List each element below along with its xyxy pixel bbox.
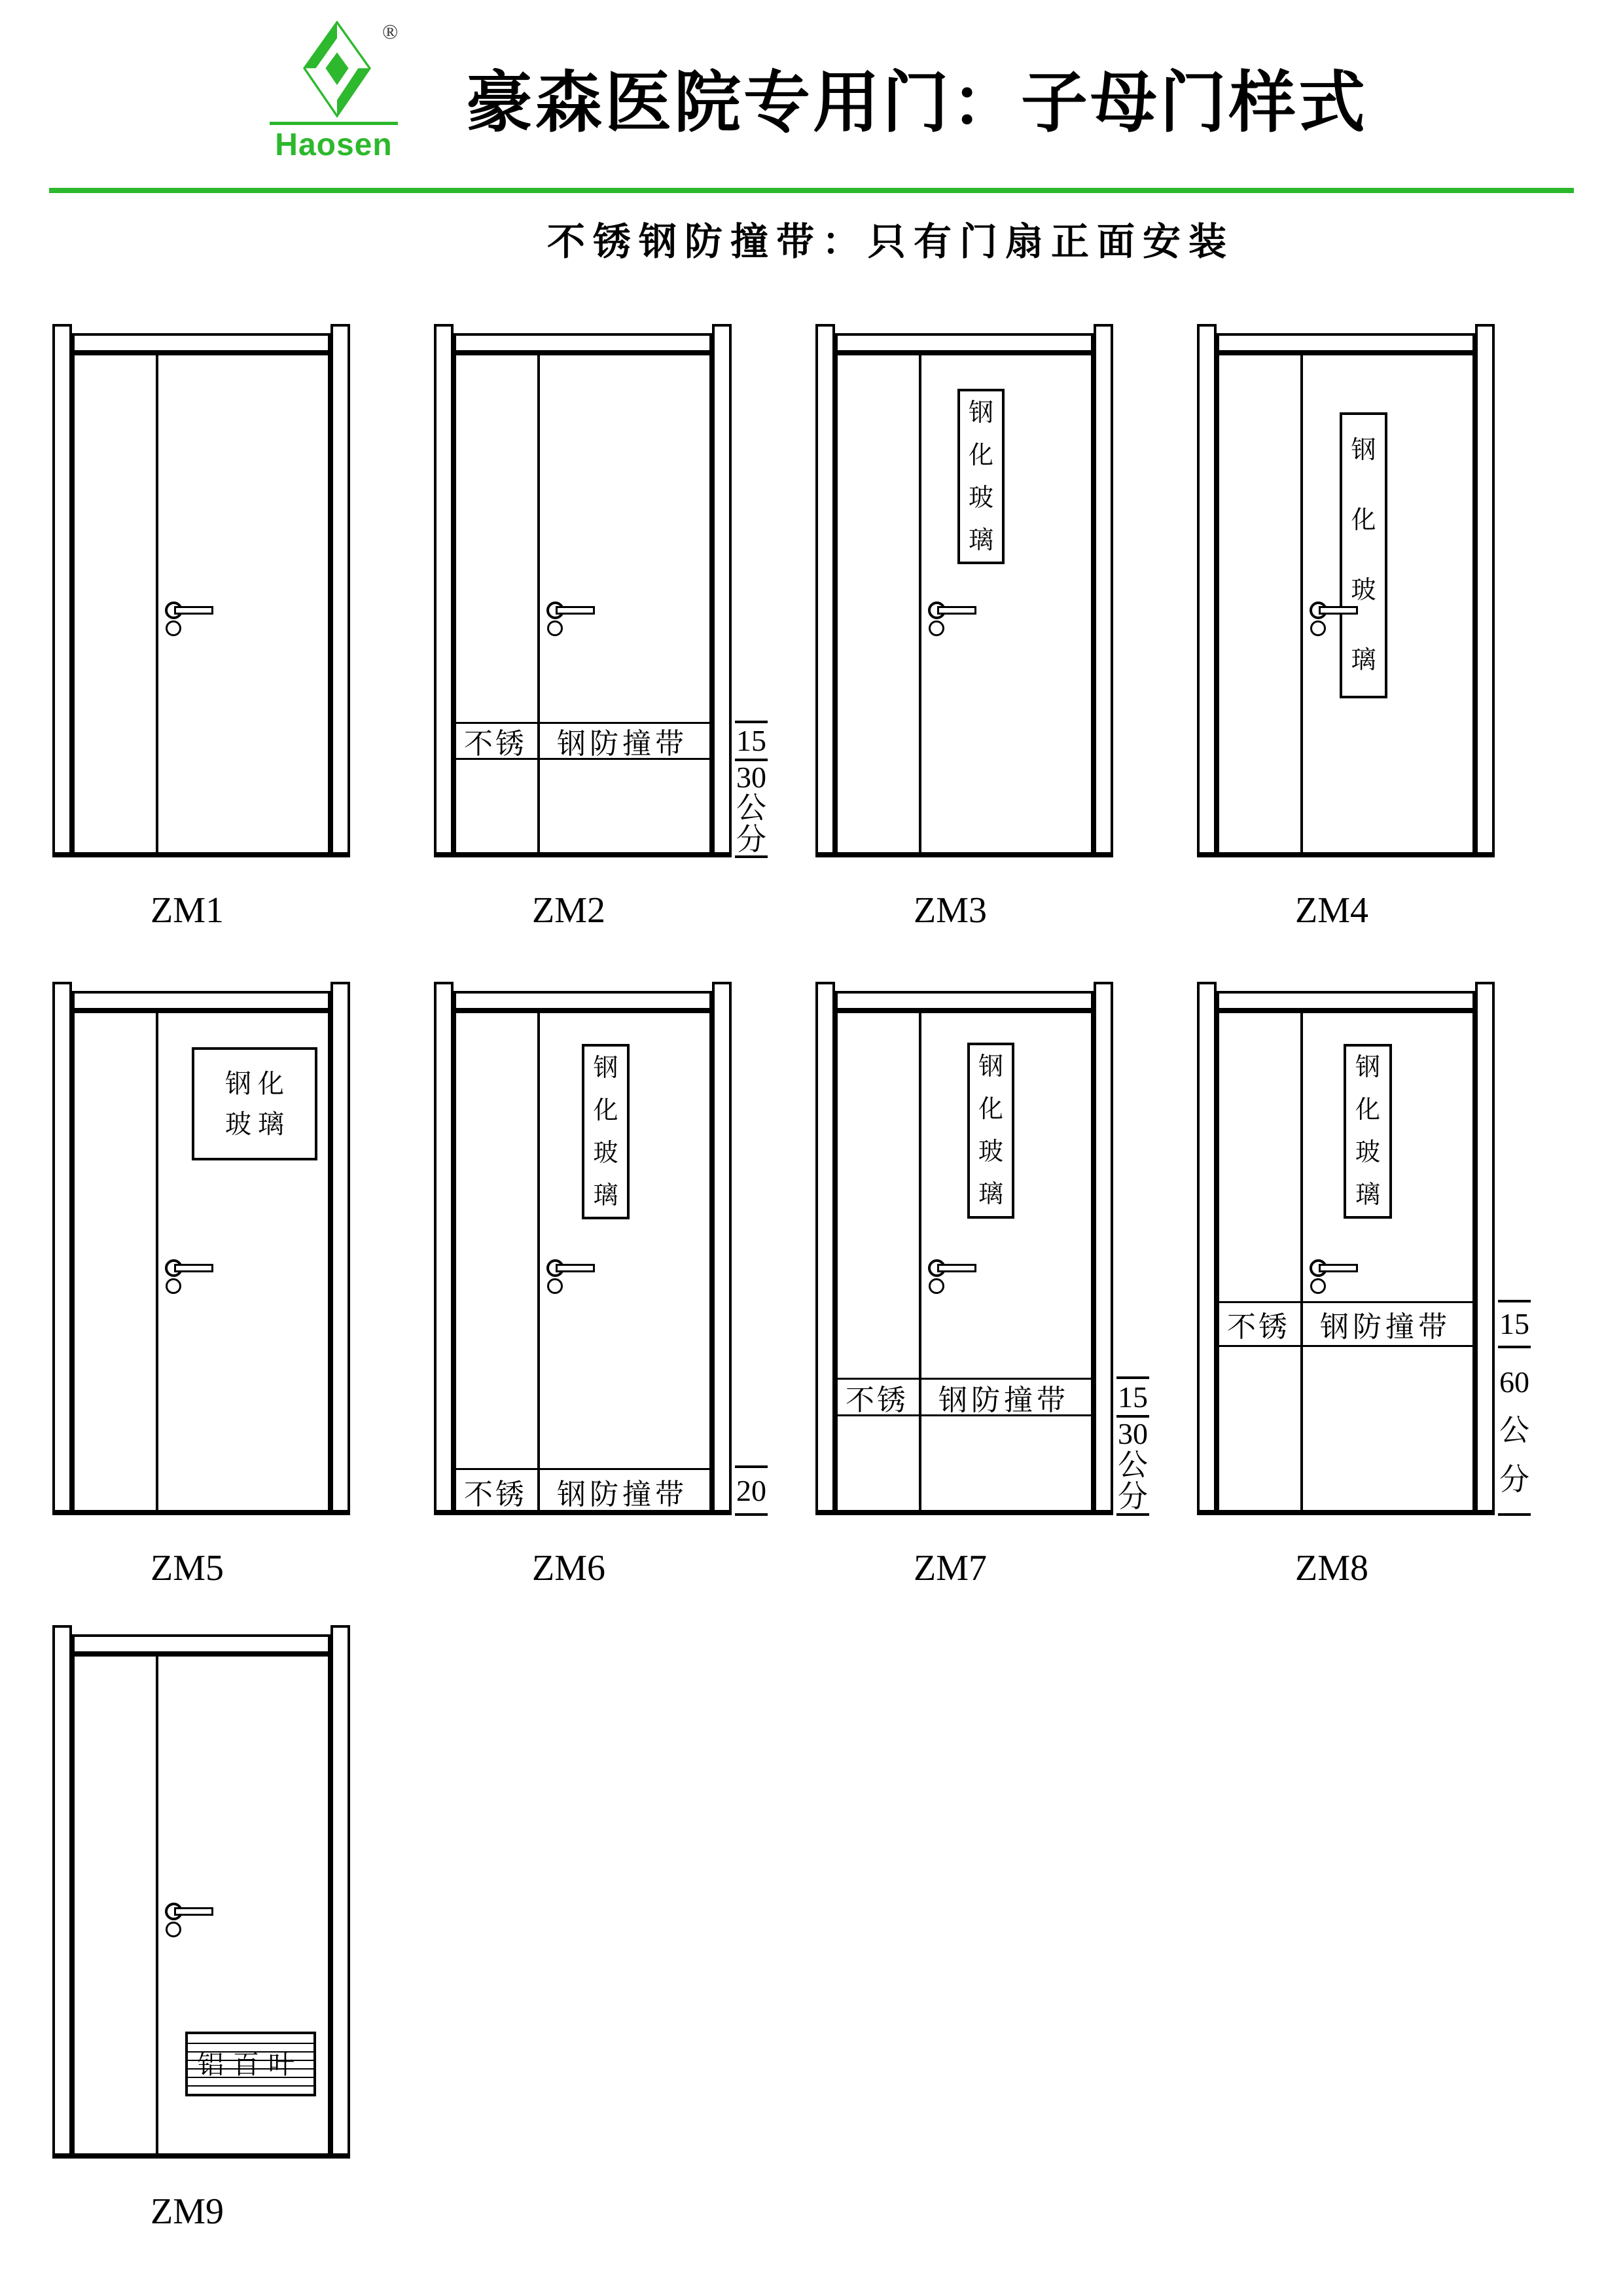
door-lintel [72,1634,330,1654]
door-left-post [52,324,72,857]
door-handle-lever [556,1264,595,1272]
door-diagram-zm4 [1197,324,1495,931]
dimension-text: 15 [1499,1307,1529,1340]
door-lintel [454,333,712,353]
anti-collision-strip [1217,1301,1475,1347]
louver-label: 铝百叶 [198,2049,304,2079]
dimension-text: 公 [1499,1414,1529,1447]
door-left-post [52,982,72,1515]
dimension-label [1114,1379,1152,1415]
door-lintel [1217,991,1475,1011]
dimension-text: 60 [1499,1365,1529,1399]
glass-label-char: 玻 [1351,577,1376,605]
door-diagram-zm5 [52,982,350,1588]
door-handle-lever [174,1264,213,1272]
door-caption: ZM2 [532,890,605,931]
door-diagram-zm7 [815,982,1148,1588]
door-right-post [330,324,350,857]
door-lintel [454,991,712,1011]
dimension-label [1114,1418,1152,1513]
door-bottom-edge [815,1510,1113,1515]
door-right-post [330,1625,350,2158]
tempered-glass-panel [1340,412,1387,698]
door-leaf-divider [156,353,158,857]
door-bottom-edge [1197,852,1495,857]
door-left-post [815,982,835,1515]
door-leaf-divider [1300,1011,1303,1515]
dimension-text: 30 [736,760,766,794]
glass-label-line: 玻璃 [225,1109,291,1139]
dimension-tick [1498,1513,1531,1516]
door-bottom-edge [52,1510,350,1515]
door-leaf-divider [919,1011,921,1515]
strip-label-left: 不锈 [846,1384,908,1416]
door-handle-lever [1319,1264,1358,1272]
strip-label-right: 钢防撞带 [557,728,688,760]
glass-label-char: 玻 [978,1138,1003,1166]
anti-collision-strip [835,1378,1094,1416]
door-lock-cylinder [1310,620,1326,636]
door-diagram-zm3 [815,324,1113,931]
logo-underline [270,122,398,125]
strip-label-right: 钢防撞带 [1320,1311,1451,1343]
door-right-post [712,324,732,857]
glass-label-char: 钢 [593,1054,618,1082]
door-diagram-zm2 [434,324,766,931]
page-subtitle: 不锈钢防撞带：只有门扇正面安装 [547,221,1235,263]
door-lock-cylinder [166,1278,181,1294]
door-right-post [1475,982,1495,1515]
door-left-post [815,324,835,857]
dimension-text: 分 [1499,1462,1529,1496]
glass-label-char: 化 [978,1095,1003,1123]
door-left-post [434,324,454,857]
door-handle-lever [937,606,976,615]
dimension-tick [1116,1513,1149,1516]
door-left-post [434,982,454,1515]
glass-label-char: 钢 [978,1052,1003,1081]
door-lintel [835,991,1094,1011]
header-divider [49,188,1574,193]
door-lock-cylinder [1310,1278,1326,1294]
dimension-text: 分 [736,822,766,856]
door-bottom-edge [434,852,732,857]
door-bottom-edge [52,852,350,857]
anti-collision-strip [454,1468,712,1515]
glass-label-char: 化 [1351,506,1376,534]
louver-slat [188,2085,313,2087]
door-caption: ZM5 [151,1548,224,1588]
glass-label-char: 玻 [968,484,993,512]
door-bottom-edge [52,2153,350,2159]
door-caption: ZM9 [151,2191,224,2232]
glass-label-char: 璃 [1355,1181,1380,1209]
door-bottom-edge [1197,1510,1495,1515]
door-caption: ZM8 [1295,1548,1368,1588]
door-leaf-area [72,353,330,857]
door-right-post [1094,324,1113,857]
glass-label-char: 玻 [1355,1138,1380,1166]
dimension-text: 30 [1118,1417,1148,1450]
door-caption: ZM6 [532,1548,605,1588]
door-diagram-zm9 [52,1625,350,2232]
glass-label-char: 玻 [593,1139,618,1167]
door-lock-cylinder [166,620,181,636]
tempered-glass-panel [582,1044,630,1219]
glass-label-char: 化 [1355,1096,1380,1124]
tempered-glass-panel [967,1043,1014,1219]
glass-label-char: 钢 [968,399,993,427]
door-lock-cylinder [547,620,563,636]
glass-label-char: 钢 [1355,1054,1380,1082]
door-leaf-divider [1300,353,1303,857]
tempered-glass-panel [957,389,1005,564]
door-leaf-area [454,353,712,857]
anti-collision-strip [454,722,712,760]
door-caption: ZM4 [1295,890,1368,931]
door-leaf-divider [156,1011,158,1515]
door-left-post [1197,324,1217,857]
door-lintel [1217,333,1475,353]
aluminum-louver [185,2032,316,2096]
door-handle-lever [174,606,213,615]
dimension-label [732,723,770,759]
glass-label-char: 璃 [968,526,993,554]
door-right-post [1475,324,1495,857]
dimension-label [1495,1302,1533,1346]
door-leaf-divider [537,1011,540,1515]
glass-label-char: 璃 [593,1181,618,1210]
strip-label-left: 不锈 [464,728,527,760]
page-title: 豪森医院专用门：子母门样式 [466,67,1368,141]
door-lintel [72,333,330,353]
door-bottom-edge [815,852,1113,857]
door-diagram-zm8 [1197,982,1529,1588]
door-diagram-zm6 [434,982,766,1588]
door-lintel [835,333,1094,353]
tempered-glass-panel [192,1047,317,1160]
door-handle-lever [1319,606,1358,615]
door-lock-cylinder [547,1278,563,1294]
dimension-text: 20 [736,1473,766,1507]
dimension-label [1495,1348,1533,1513]
strip-label-right: 钢防撞带 [938,1384,1069,1416]
door-left-post [1197,982,1217,1515]
haosen-logo-icon [288,17,386,123]
strip-label-left: 不锈 [464,1478,527,1511]
glass-label-line: 钢化 [225,1068,291,1098]
door-right-post [330,982,350,1515]
door-diagram-zm1 [52,324,350,931]
dimension-text: 15 [736,724,766,757]
dimension-tick [735,1513,768,1516]
door-caption: ZM1 [151,890,224,931]
dimension-label [732,1468,770,1513]
glass-label-char: 钢 [1351,436,1376,464]
dimension-text: 分 [1118,1480,1148,1513]
door-right-post [712,982,732,1515]
dimension-label [732,761,770,855]
door-caption: ZM3 [914,890,987,931]
door-handle-lever [937,1264,976,1272]
door-leaf-area [835,1011,1094,1515]
door-leaf-divider [156,1654,158,2158]
brand-wordmark: Haosen [275,128,393,162]
strip-label-right: 钢防撞带 [557,1478,688,1511]
dimension-text: 15 [1118,1380,1148,1414]
registered-mark: ® [382,20,399,43]
door-lock-cylinder [929,620,944,636]
door-leaf-divider [919,353,921,857]
glass-label-char: 璃 [978,1181,1003,1209]
door-left-post [52,1625,72,2158]
door-lock-cylinder [166,1922,181,1937]
dimension-tick [735,855,768,858]
glass-label-char: 化 [968,441,993,469]
glass-label-char: 璃 [1351,647,1376,675]
door-right-post [1094,982,1113,1515]
door-lock-cylinder [929,1278,944,1294]
door-caption: ZM7 [914,1548,987,1588]
strip-label-left: 不锈 [1227,1311,1290,1343]
glass-label-char: 化 [593,1096,618,1124]
tempered-glass-panel [1344,1044,1392,1219]
dimension-text: 公 [736,791,766,825]
door-handle-lever [174,1907,213,1916]
door-handle-lever [556,606,595,615]
dimension-text: 公 [1118,1448,1148,1482]
door-lintel [72,991,330,1011]
door-leaf-divider [537,353,540,857]
